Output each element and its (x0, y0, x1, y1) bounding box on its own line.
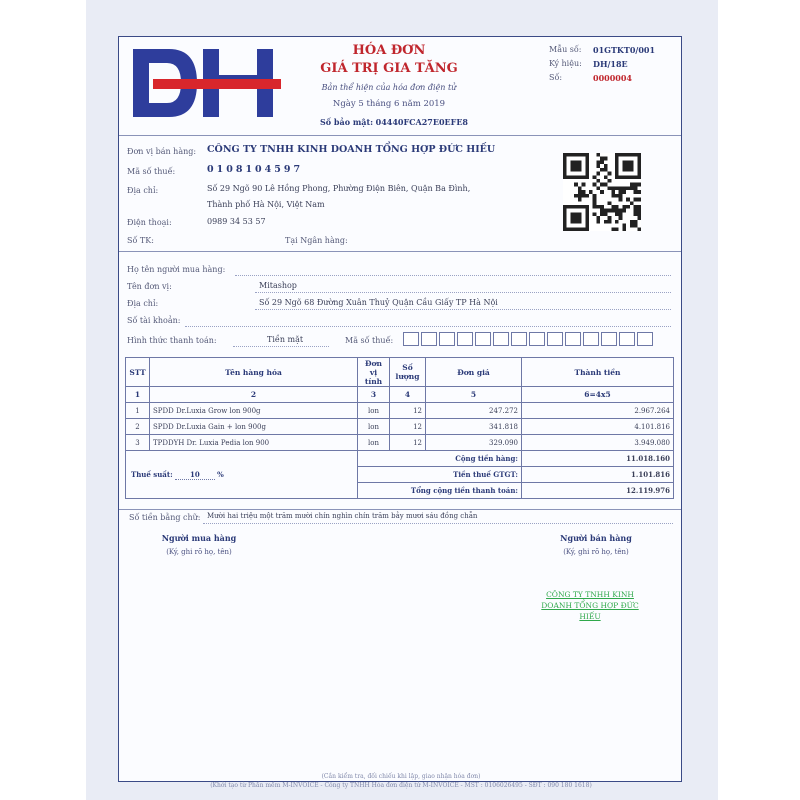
totals-row-subtotal (126, 451, 674, 467)
seller-account-label: Số TK: (127, 236, 154, 245)
tax-rate: 10 (175, 470, 215, 480)
buyer-tax-boxes (403, 332, 673, 346)
words-line (203, 523, 673, 524)
tax-box (565, 332, 581, 346)
qr-code (563, 153, 641, 231)
words-top-divider (119, 509, 681, 510)
index-cell: 6=4x5 (522, 387, 674, 403)
row-name: TPDDYH Dr. Luxia Pedia lon 900 (150, 435, 358, 451)
row-price: 341.818 (426, 419, 522, 435)
stamp-line: DOANH TỔNG HỢP ĐỨC (541, 601, 639, 610)
invoice-subtitle: Bản thể hiện của hóa đơn điện tử (321, 83, 457, 92)
symbol-label: Ký hiệu: (549, 59, 582, 68)
buyer-sign-note: (Ký, ghi rõ họ, tên) (166, 548, 232, 556)
subtotal-label: Cộng tiền hàng: (358, 451, 522, 467)
logo-text: DH (131, 47, 133, 48)
footer-note: (Cần kiểm tra, đối chiếu khi lập, giao nhận hóa đơn) (321, 773, 481, 780)
footer-software: (Khởi tạo từ Phần mềm M-INVOICE - Công ty TNHH Hóa đơn điện tử M-INVOICE - MST : 0106026495 - SĐT : 090 180 1618) (210, 782, 592, 789)
header-price: Đơn giá (426, 358, 522, 387)
index-row (126, 387, 674, 403)
header-unit: Đơn vị tính (358, 358, 390, 387)
words-label: Số tiền bằng chữ: (129, 513, 201, 522)
row-qty: 12 (390, 403, 426, 419)
row-stt: 1 (126, 403, 150, 419)
buyer-sign-title: Người mua hàng (161, 533, 237, 543)
header-divider (119, 135, 681, 136)
tax-box (421, 332, 437, 346)
seller-address-line2: Thành phố Hà Nội, Việt Nam (207, 200, 325, 209)
seller-phone: 0989 34 53 57 (207, 217, 266, 226)
secret-code: 04440FCA27E0EFE8 (375, 117, 468, 127)
items-table (125, 357, 674, 499)
dh-logo (131, 47, 281, 119)
buyer-unit-label: Tên đơn vị: (127, 282, 172, 291)
table-row (126, 403, 674, 419)
row-unit: lon (358, 403, 390, 419)
form-value: 01GTKT0/001 (593, 45, 656, 55)
row-qty: 12 (390, 435, 426, 451)
tax-box (547, 332, 563, 346)
seller-name: CÔNG TY TNHH KINH DOANH TỔNG HỢP ĐỨC HIẾU (207, 144, 496, 155)
vat-value: 1.101.816 (522, 467, 674, 483)
row-price: 329.090 (426, 435, 522, 451)
table-row (126, 419, 674, 435)
header-amount: Thành tiền (522, 358, 674, 387)
symbol-value: DH/18E (593, 59, 628, 69)
subtotal-value: 11.018.160 (522, 451, 674, 467)
vat-label: Tiền thuế GTGT: (358, 467, 522, 483)
table-header-row (126, 358, 674, 387)
tax-rate-label: Thuế suất: (131, 469, 173, 479)
total-label: Tổng cộng tiền thanh toán: (358, 483, 522, 499)
seller-sign-title: Người bán hàng (560, 533, 632, 543)
row-amount: 4.101.816 (522, 419, 674, 435)
words-text: Mười hai triệu một trăm mười chín nghìn chín trăm bảy mươi sáu đồng chẵn (207, 512, 478, 520)
index-cell: 5 (426, 387, 522, 403)
row-unit: lon (358, 419, 390, 435)
row-unit: lon (358, 435, 390, 451)
stamp-line: CÔNG TY TNHH KINH (546, 590, 634, 599)
invoice-title-line2: GIÁ TRỊ GIA TĂNG (320, 61, 458, 76)
tax-box (583, 332, 599, 346)
invoice-frame (118, 36, 682, 789)
buyer-unit: Mitashop (259, 281, 297, 290)
tax-box (601, 332, 617, 346)
index-cell: 4 (390, 387, 426, 403)
index-cell: 2 (150, 387, 358, 403)
tax-box (403, 332, 419, 346)
tax-box (475, 332, 491, 346)
buyer-name-line (235, 275, 671, 276)
header-name: Tên hàng hóa (150, 358, 358, 387)
stamp-line: HIẾU (579, 612, 601, 621)
buyer-name-label: Họ tên người mua hàng: (127, 265, 226, 274)
digital-signature-stamp (531, 589, 649, 622)
secret-label: Số bảo mật: (320, 117, 374, 127)
buyer-tax-label: Mã số thuế: (345, 336, 394, 345)
buyer-address-label: Địa chỉ: (127, 299, 159, 308)
seller-bank-label: Tại Ngân hàng: (285, 236, 348, 245)
tax-box (637, 332, 653, 346)
buyer-address-line (255, 309, 671, 310)
row-stt: 3 (126, 435, 150, 451)
tax-rate-cell (126, 451, 358, 499)
tax-box (439, 332, 455, 346)
payment-label: Hình thức thanh toán: (127, 336, 217, 345)
number-label: Số: (549, 73, 563, 82)
header-qty: Số lượng (390, 358, 426, 387)
row-name: SPDD Dr.Luxia Gain + lon 900g (150, 419, 358, 435)
secret-code-row (289, 117, 499, 127)
seller-tax-code: 0108104597 (207, 164, 304, 175)
buyer-account-line (185, 326, 671, 327)
seller-address-line1: Số 29 Ngõ 90 Lê Hồng Phong, Phường Điện Biên, Quận Ba Đình, (207, 184, 471, 193)
invoice-title-line1: HÓA ĐƠN (352, 43, 426, 58)
row-amount: 2.967.264 (522, 403, 674, 419)
index-cell: 1 (126, 387, 150, 403)
buyer-account-label: Số tài khoản: (127, 316, 181, 325)
row-qty: 12 (390, 419, 426, 435)
seller-name-label: Đơn vị bán hàng: (127, 147, 197, 156)
buyer-address: Số 29 Ngõ 68 Đường Xuân Thuỷ Quận Cầu Giấy TP Hà Nội (259, 298, 498, 307)
header-stt: STT (126, 358, 150, 387)
invoice-date: Ngày 5 tháng 6 năm 2019 (332, 99, 446, 109)
total-value: 12.119.976 (522, 483, 674, 499)
index-cell: 3 (358, 387, 390, 403)
seller-address-label: Địa chỉ: (127, 186, 159, 195)
seller-divider (119, 251, 681, 252)
seller-tax-label: Mã số thuế: (127, 167, 176, 176)
seller-sign-note: (Ký, ghi rõ họ, tên) (563, 548, 629, 556)
row-price: 247.272 (426, 403, 522, 419)
payment-method: Tiền mặt (267, 335, 304, 344)
tax-box (493, 332, 509, 346)
number-value: 0000004 (593, 73, 632, 83)
buyer-unit-line (255, 292, 671, 293)
tax-box (529, 332, 545, 346)
tax-box (511, 332, 527, 346)
row-amount: 3.949.080 (522, 435, 674, 451)
payment-line (233, 346, 329, 347)
tax-rate-percent: % (217, 469, 224, 479)
row-stt: 2 (126, 419, 150, 435)
table-row (126, 435, 674, 451)
tax-box (619, 332, 635, 346)
tax-box (457, 332, 473, 346)
form-label: Mẫu số: (549, 45, 582, 54)
row-name: SPDD Dr.Luxia Grow lon 900g (150, 403, 358, 419)
seller-phone-label: Điện thoại: (127, 218, 172, 227)
